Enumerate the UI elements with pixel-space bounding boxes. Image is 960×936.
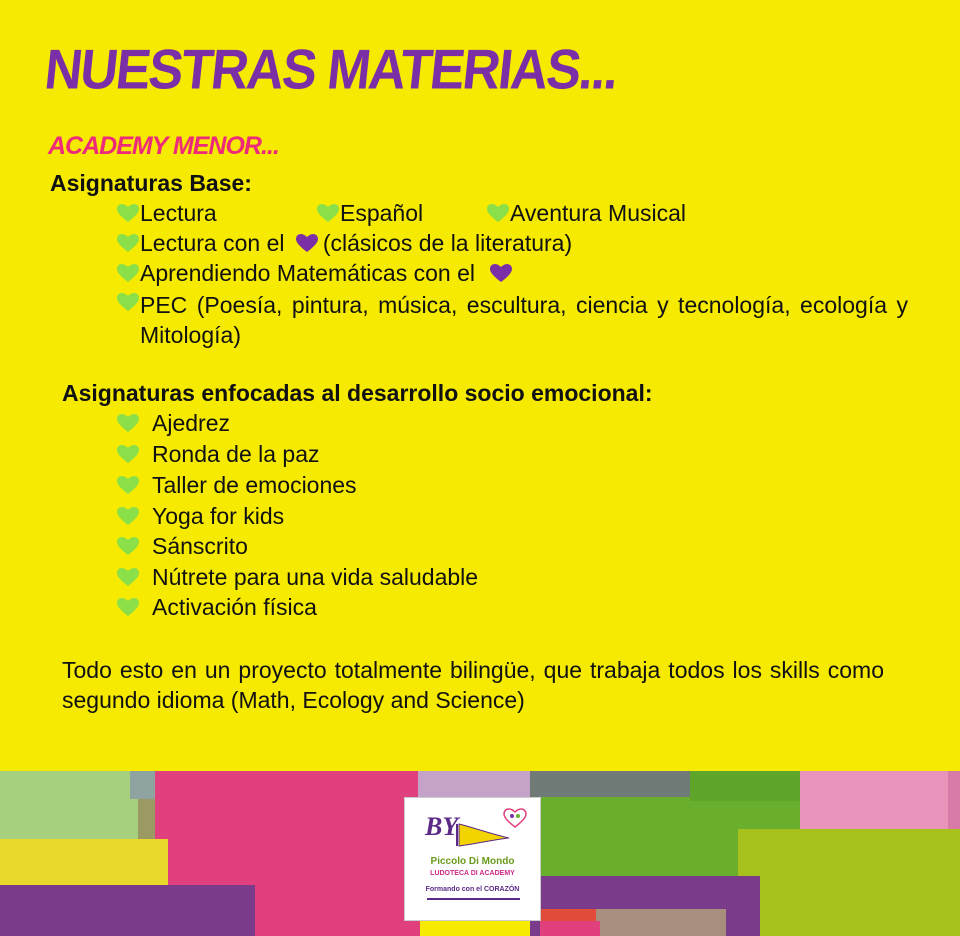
subject-lectura-con-el: Lectura con el [140, 230, 285, 256]
socio-item: Yoga for kids [116, 505, 284, 528]
page-title: NUESTRAS MATERIAS... [41, 38, 620, 102]
purple-heart-icon [295, 233, 319, 253]
green-heart-icon [116, 233, 140, 253]
green-heart-icon [486, 203, 510, 223]
socio-item: Ronda de la paz [116, 443, 320, 466]
subject-matematicas: Aprendiendo Matemáticas con el [140, 260, 475, 286]
base-row-1b [316, 202, 423, 225]
green-heart-icon [116, 506, 140, 526]
socio-item: Nútrete para una vida saludable [116, 566, 478, 589]
green-heart-icon [316, 203, 340, 223]
green-heart-icon [116, 475, 140, 495]
socio-item: Taller de emociones [116, 474, 357, 497]
base-row-1 [116, 202, 217, 225]
socio-item: Ajedrez [116, 412, 230, 435]
logo-underline [427, 898, 520, 900]
subject-aventura-musical: Aventura Musical [510, 200, 686, 226]
purple-heart-icon [489, 263, 513, 283]
subject-lectura: Lectura [140, 200, 217, 226]
socio-item: Activación física [116, 596, 317, 619]
base-heading: Asignaturas Base: [50, 170, 252, 196]
piccolo-di-mondo-logo [404, 797, 541, 921]
green-heart-icon [116, 536, 140, 556]
base-row-1c [486, 202, 686, 225]
logo-tagline: Formando con el CORAZÓN [425, 886, 520, 893]
subject-pec: PEC (Poesía, pintura, música, escultura, ciencia y tecnología, ecología y Mitología) [140, 292, 908, 348]
green-heart-icon [116, 203, 140, 223]
green-heart-icon [116, 292, 140, 312]
subject-clasicos: (clásicos de la literatura) [322, 230, 573, 256]
subject-espanol: Español [340, 200, 424, 226]
logo-subtitle: LUDOTECA DI ACADEMY [430, 870, 515, 877]
socio-heading: Asignaturas enfocadas al desarrollo socio emocional: [62, 380, 653, 406]
logo-name: Piccolo Di Mondo [430, 856, 515, 867]
socio-item: Sánscrito [116, 535, 248, 558]
green-heart-icon [116, 413, 140, 433]
green-heart-icon [116, 263, 140, 283]
base-row-3 [116, 262, 513, 285]
kids-heart-icon [503, 808, 527, 828]
green-heart-icon [116, 444, 140, 464]
green-heart-icon [116, 597, 140, 617]
section-subtitle: ACADEMY MENOR... [48, 132, 279, 160]
closing-paragraph: Todo esto en un proyecto totalmente bilingüe, que trabaja todos los skills como segundo idioma (Math, Ecology and Science) [62, 657, 884, 713]
base-row-2 [116, 232, 572, 255]
green-heart-icon [116, 567, 140, 587]
logo-by: BY [425, 812, 459, 841]
